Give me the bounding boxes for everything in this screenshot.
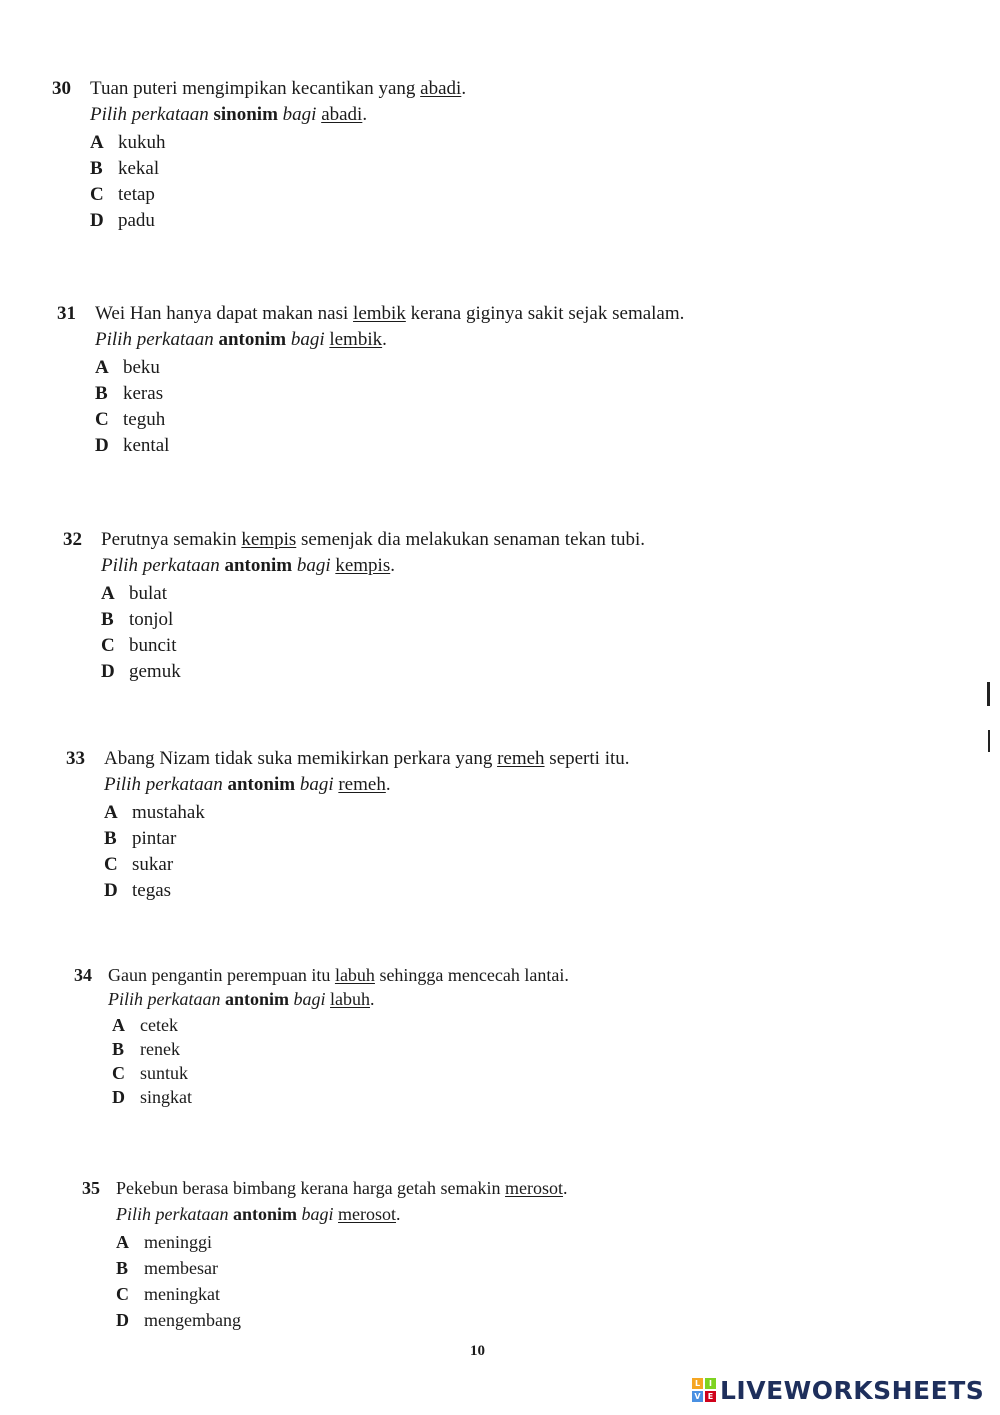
answer-option-c[interactable]: C teguh [95,409,166,430]
answer-option-c[interactable]: C tetap [90,184,155,205]
target-word: lembik [353,303,406,324]
target-word: abadi [420,78,462,99]
question-number: 31 [57,303,76,324]
answer-option-c[interactable]: C buncit [101,635,177,656]
target-word: merosot [505,1178,564,1198]
brand-name: LIVEWORKSHEETS [720,1375,985,1405]
answer-option-c[interactable]: C sukar [104,854,174,875]
answer-option-a[interactable]: A bulat [101,583,167,604]
answer-options [82,1229,568,1333]
answer-option-b[interactable]: B renek [112,1039,180,1059]
question-32 [63,527,645,685]
answer-option-a[interactable]: A beku [95,357,160,378]
answer-options [52,130,466,234]
answer-option-d[interactable]: D singkat [112,1087,192,1107]
question-instruction: Pilih perkataan antonim bagi kempis. [101,555,395,576]
question-number: 35 [82,1178,100,1198]
answer-options [57,355,684,459]
answer-option-d[interactable]: D gemuk [101,661,181,682]
answer-option-a[interactable]: A meninggi [116,1232,212,1252]
answer-option-a[interactable]: A mustahak [104,802,205,823]
answer-option-d[interactable]: D mengembang [116,1310,241,1330]
question-number: 32 [63,529,82,550]
question-31 [57,301,684,459]
answer-option-d[interactable]: D padu [90,210,155,231]
answer-option-a[interactable]: A kukuh [90,132,166,153]
page-number: 10 [470,1343,485,1359]
question-stem: 30 Tuan puteri mengimpikan kecantikan yang abadi. [52,76,466,102]
question-stem: 34 Gaun pengantin perempuan itu labuh sehingga mencecah lantai. [74,965,569,985]
answer-option-a[interactable]: A cetek [112,1015,178,1035]
question-number: 34 [74,965,92,985]
instruction-type: antonim [224,989,289,1009]
question-instruction: Pilih perkataan antonim bagi lembik. [95,329,387,350]
question-instruction: Pilih perkataan antonim bagi merosot. [116,1204,401,1224]
instruction-type: antonim [218,329,287,350]
target-word: labuh [334,965,375,985]
question-number: 33 [66,748,85,769]
answer-option-d[interactable]: D kental [95,435,170,456]
answer-options [63,581,645,685]
answer-option-c[interactable]: C meningkat [116,1284,220,1304]
question-number: 30 [52,78,71,99]
question-instruction: Pilih perkataan sinonim bagi abadi. [90,104,368,125]
answer-option-c[interactable]: C suntuk [112,1063,189,1083]
answer-options [74,1013,569,1109]
question-35 [82,1175,568,1333]
answer-option-b[interactable]: B membesar [116,1258,218,1278]
answer-option-d[interactable]: D tegas [104,880,172,901]
answer-option-b[interactable]: B pintar [104,828,177,849]
scan-mark [987,682,990,706]
answer-options [66,800,630,904]
question-30 [52,76,466,234]
question-instruction: Pilih perkataan antonim bagi remeh. [104,774,391,795]
liveworksheets-logo [692,1373,984,1407]
instruction-type: antonim [227,774,296,795]
target-word: remeh [497,748,545,769]
instruction-type: antonim [232,1204,297,1224]
question-stem: 35 Pekebun berasa bimbang kerana harga getah semakin merosot. [82,1175,568,1201]
answer-option-b[interactable]: B kekal [90,158,160,179]
instruction-type: sinonim [213,104,278,125]
answer-option-b[interactable]: B tonjol [101,609,174,630]
question-33 [66,746,630,904]
question-34 [74,963,569,1109]
logo-tiles-icon: L I V E [692,1378,716,1402]
question-stem: 32 Perutnya semakin kempis semenjak dia melakukan senaman tekan tubi. [63,527,645,553]
scan-mark [988,730,990,752]
question-instruction: Pilih perkataan antonim bagi labuh. [108,989,375,1009]
question-stem: 31 Wei Han hanya dapat makan nasi lembik kerana giginya sakit sejak semalam. [57,301,684,327]
answer-option-b[interactable]: B keras [95,383,164,404]
question-stem: 33 Abang Nizam tidak suka memikirkan perkara yang remeh seperti itu. [66,746,630,772]
target-word: kempis [241,529,297,550]
instruction-type: antonim [224,555,293,576]
